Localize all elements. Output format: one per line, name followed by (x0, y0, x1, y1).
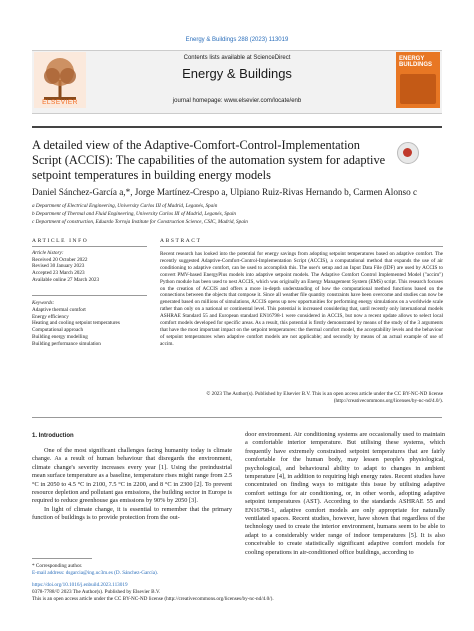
article-info-rule (32, 246, 147, 247)
doi-link[interactable]: https://doi.org/10.1016/j.enbuild.2023.113019 (32, 582, 128, 588)
email-address[interactable]: E-mail address: dsgarcia@ing.uc3m.es (D. Sánchez-García). (32, 570, 159, 576)
footnote-rule (32, 558, 92, 559)
affiliations (32, 202, 452, 226)
publisher-logo-text: ELSEVIER (42, 99, 78, 106)
section-heading-introduction: 1. Introduction (32, 433, 74, 439)
license-line[interactable]: This is an open access article under the CC BY-NC-ND license (http://creativecommons.org/licenses/by-nc-nd/4.0/). (32, 595, 274, 602)
history-label: Article history: (32, 250, 64, 256)
abstract-bottom-rule (32, 417, 442, 418)
keywords-rule (32, 295, 147, 296)
citation-line[interactable]: Energy & Buildings 288 (2023) 113019 (185, 37, 289, 43)
journal-homepage[interactable]: journal homepage: www.elsevier.com/locate/enb (172, 98, 302, 104)
header-rule (32, 126, 442, 128)
article-info-heading: ARTICLE INFO (32, 238, 89, 244)
keyword-list (32, 307, 147, 347)
cover-title: ENERGY BUILDINGS (399, 56, 432, 68)
paragraph: In light of climate change, it is essential to remember that the primary function of buildings is to provide protection from the out- (32, 505, 232, 522)
corresponding-author-note: * Corresponding author. (32, 563, 83, 569)
page-footer (32, 582, 452, 602)
keywords-label: Keywords: (32, 300, 55, 306)
keyword: Building energy modelling (32, 333, 88, 340)
affiliation-a: a Department of Electrical Engineering, University Carlos III of Madrid, Leganés, Spain (32, 203, 218, 209)
keyword: Adaptive thermal comfort (32, 307, 86, 313)
abstract-heading: ABSTRACT (160, 238, 202, 244)
issn-line: 0378-7788/© 2023 The Author(s). Published by Elsevier B.V. (32, 588, 161, 595)
journal-name: Energy & Buildings (182, 66, 292, 81)
paragraph: door environment. Air conditioning systems are occasionally used to maintain a comfortable interior temperature. But utilising these systems, which frequently have extremely constrained setpoint temperatures that are fairly comfortable for the human body, may lessen people's physiological, psychological, and behavioural ability to adapt to changes in ambient temperature [4], in addition to requiring high energy rates. Recent studies have concentrated on finding ways to mitigate this issue by utilising adaptive comfort settings for air conditioning, or, in other words, adopting adaptive setpoint temperatures (AST). According to the standards ASHRAE 55 and EN16798-1, adaptive comfort models are only appropriate for naturally ventilated spaces. Recent studies, however, have shown that regardless of the technology used to create the interior environment, humans seem to be able to adapt to a considerably wider range of indoor temperatures [5]. It is also conceivable to create statistically significant adaptive comfort models for cooling operations in air-conditioned office buildings, according to (245, 431, 445, 556)
keyword: Computational approach (32, 327, 84, 334)
abstract-rule (160, 246, 443, 247)
article-title: A detailed view of the Adaptive-Comfort-Control-Implementation Script (ACCIS): The capabilities of the automation system for adaptive setpoint temperatures in building energy models (32, 138, 386, 182)
left-column-text (32, 447, 232, 523)
history-received: Received 20 October 2022 (32, 256, 88, 263)
author-list: Daniel Sánchez-García a,*, Jorge Martínez-Crespo a, Ulpiano Ruiz-Rivas Hernando b, Carmen Alonso c (32, 187, 418, 197)
copyright-notice: © 2023 The Author(s). Published by Elsevier B.V. This is an open access article under the CC BY-NC-ND license (http://creativecommons.org/licenses/by-nc-nd/4.0/). (206, 391, 443, 404)
keyword: Heating and cooling setpoint temperatures (32, 320, 120, 327)
paragraph: One of the most significant challenges facing humanity today is climate change. As a result of human behaviour that disregards the environment, climate change's severity increases every year [1]. Using the preindustrial mean surface temperature as a baseline, temperature rises might range from 2.5 °C in 2050 to 4.5 °C in 2100, 7.5 °C in 2200, and 8 °C in 2300 [2]. To prevent resource depletion and pollutant gas emissions, the building sector in Europe is required to reduce greenhouse gas emissions by 90% by 2050 [3]. (32, 447, 232, 505)
right-column-text (245, 431, 445, 557)
history-online: Available online 27 March 2023 (32, 276, 100, 283)
keyword: Energy efficiency (32, 313, 69, 320)
keyword: Building performance simulation (32, 340, 101, 347)
footnote (32, 563, 232, 577)
affiliation-c: c Department of construction, Eduardo Torroja Institute for Construction Science, CSIC, Madrid, Spain (32, 219, 248, 225)
history-accepted: Accepted 23 March 2023 (32, 270, 85, 277)
affiliation-b: b Department of Thermal and Fluid Engineering, University Carlos III of Madrid, Leganés, Spain (32, 211, 237, 217)
contents-line: Contents lists available at ScienceDirect (183, 55, 291, 61)
abstract-text: Recent research has looked into the potential for energy savings from adopting setpoint temperatures based on adaptive comfort. The recently suggested Adaptive-Comfort-Control-Implementation Script (ACCIS), a computational method that expands the use of air conditioning to adaptive comfort, can be used to accomplish this. The user's setup and an Input Data File (IDF) are used by ACCIS to convert PMV-based EnergyPlus models into adaptive setpoint models. The Adaptive Comfort Control Implemented Model ("accim") Python module has been used to nest ACCIS, which was originally an Energy Management System (EMS) script. This research focuses on the creation of ACCIS and offers a more in-depth understanding of how the computational method functions based on the connections between the objects that compose it. Since all weather file quantity constraints have been overcome and studies can now be generated based on millions of simulations, ACCIS opens up new opportunities for performing energy simulations on a worldwide scale rather than only on a national or continental level. This potential is increased considering that, until recently only international models ASHRAE Standard 55 and European standard EN16798-1 were considered in ACCIS, but now a recent update allows to select local comfort models developed for specific areas. As a result, this potential is firstly demonstrated by means of the study of the 3 arguments that have the most important impact on the setpoint temperatures: the thermal comfort model, the acceptability levels and the behaviour of setpoint temperatures when adaptive comfort models are not applicable; and secondly by means of an actual example of use of accim. (160, 251, 443, 347)
article-history (32, 250, 127, 284)
check-for-updates-dot (403, 148, 412, 157)
cover-image (400, 74, 436, 104)
history-revised: Revised 30 January 2023 (32, 263, 85, 270)
